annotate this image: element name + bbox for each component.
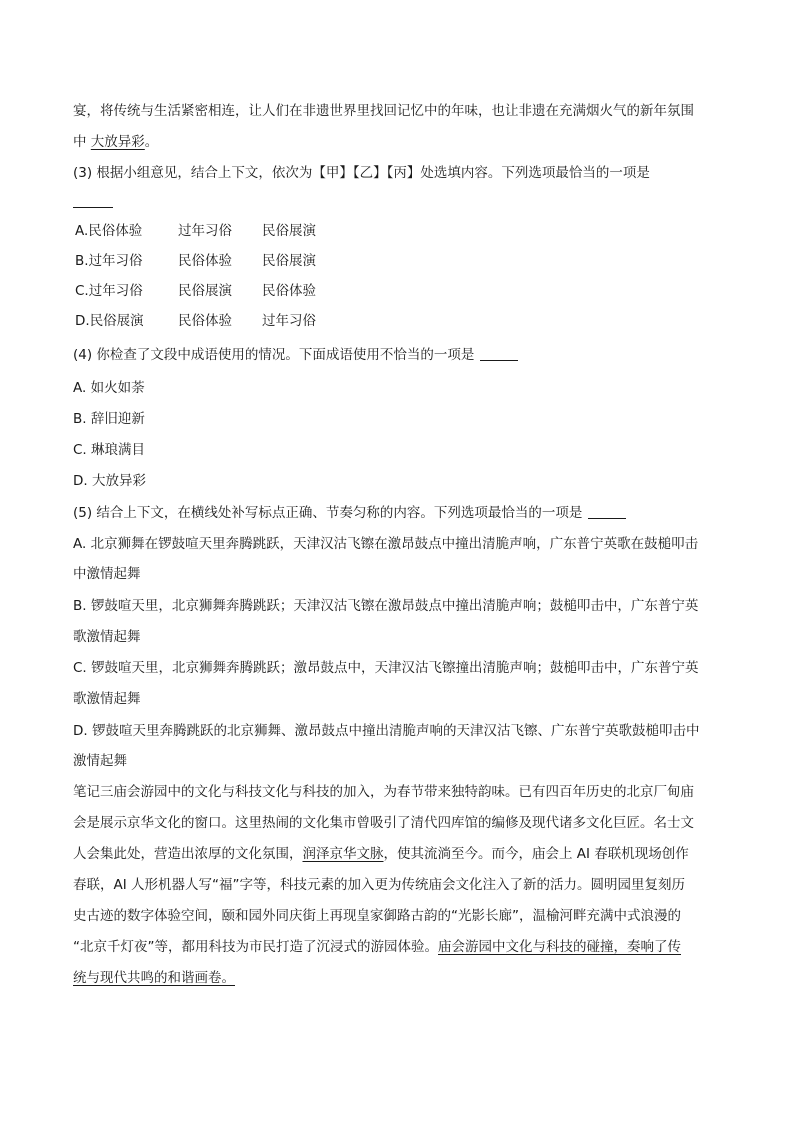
underlined-sentence: 庙会游园中文化与科技的碰撞，奏响了传: [438, 939, 681, 955]
question-3-stem: (3) 根据小组意见，结合上下文，依次为【甲】【乙】【丙】处选填内容。下列选项最恰当的一项是: [73, 165, 650, 181]
option-cell: 民俗体验: [178, 313, 232, 329]
q5-option-a[interactable]: A. 北京狮舞在锣鼓喧天里奔腾跳跃，天津汉沽飞镲在激昂鼓点中撞出清脆声响，广东普宁英歌在鼓槌叩击: [73, 536, 699, 552]
q5-option-b-cont: 歌激情起舞: [73, 629, 141, 645]
q5-option-c[interactable]: C. 锣鼓喧天里，北京狮舞奔腾跳跃；激昂鼓点中，天津汉沽飞镲撞出清脆声响；鼓槌叩击中，广东普宁英: [73, 660, 699, 676]
underlined-phrase: 大放异彩: [90, 134, 145, 150]
option-cell: 民俗展演: [262, 253, 316, 269]
option-cell: 民俗展演: [262, 223, 316, 239]
note3-line: 笔记三庙会游园中的文化与科技文化与科技的加入，为春节带来独特韵味。已有四百年历史的北京厂甸庙: [73, 784, 694, 800]
q4-option-a[interactable]: A. 如火如荼: [73, 380, 145, 396]
q4-option-d[interactable]: D. 大放异彩: [73, 473, 146, 489]
note3-line: 史古迹的数字体验空间，颐和园外同庆街上再现皇家御路古韵的“光影长廊”，温榆河畔充满中式浪漫的: [73, 908, 681, 924]
option-cell: D.民俗展演: [75, 313, 144, 329]
q4-option-b[interactable]: B. 辞旧迎新: [73, 411, 145, 427]
option-cell: 民俗体验: [178, 253, 232, 269]
q3-option-d[interactable]: [75, 311, 316, 331]
option-cell: C.过年习俗: [75, 283, 143, 299]
paragraph-line: 宴，将传统与生活紧密相连，让人们在非遗世界里找回记忆中的年味，也让非遗在充满烟火气的新年氛围: [73, 103, 694, 119]
q3-option-b[interactable]: [75, 251, 316, 271]
option-cell: A.民俗体验: [75, 223, 143, 239]
q5-option-c-cont: 歌激情起舞: [73, 691, 141, 707]
text: 中: [73, 134, 91, 150]
q5-option-d[interactable]: D. 锣鼓喧天里奔腾跳跃的北京狮舞、激昂鼓点中撞出清脆声响的天津汉沽飞镲、广东普宁英歌鼓槌叩击中: [73, 723, 700, 739]
paragraph-line: [73, 132, 158, 152]
note3-line: [73, 968, 235, 988]
option-cell: B.过年习俗: [75, 253, 143, 269]
underlined-phrase: 润泽京华文脉: [302, 846, 384, 862]
option-cell: 过年习俗: [262, 313, 316, 329]
option-cell: 过年习俗: [178, 223, 232, 239]
q3-option-a[interactable]: [75, 221, 316, 241]
option-cell: 民俗展演: [178, 283, 232, 299]
answer-blank: [73, 194, 113, 214]
q4-option-c[interactable]: C. 琳琅满目: [73, 442, 146, 458]
note3-line: “北京千灯夜”等，都用科技为市民打造了沉浸式的游园体验。庙会游园中文化与科技的碰撞，奏响了传: [73, 939, 681, 955]
question-5-stem: (5) 结合上下文，在横线处补写标点正确、节奏匀称的内容。下列选项最恰当的一项是: [73, 503, 626, 523]
question-4-stem: (4) 你检查了文段中成语使用的情况。下面成语使用不恰当的一项是: [73, 345, 518, 365]
q3-option-c[interactable]: [75, 281, 316, 301]
text: 。: [144, 134, 159, 150]
q5-option-b[interactable]: B. 锣鼓喧天里，北京狮舞奔腾跳跃；天津汉沽飞镲在激昂鼓点中撞出清脆声响；鼓槌叩击中，广东普宁英: [73, 598, 699, 614]
option-cell: 民俗体验: [262, 283, 316, 299]
note3-line: 人会集此处，营造出浓厚的文化氛围，润泽京华文脉，使其流淌至今。而今，庙会上 AI 春联机现场创作: [73, 846, 689, 862]
note3-line: 春联，AI 人形机器人写“福”字等，科技元素的加入更为传统庙会文化注入了新的活力。圆明园里复刻历: [73, 877, 685, 893]
q5-option-a-cont: 中激情起舞: [73, 566, 141, 582]
note3-line: 会是展示京华文化的窗口。这里热闹的文化集市曾吸引了清代四库馆的编修及现代诸多文化巨匠。名士文: [73, 815, 694, 831]
q5-option-d-cont: 激情起舞: [73, 753, 127, 769]
underlined-sentence: 统与现代共鸣的和谐画卷。: [73, 970, 235, 986]
